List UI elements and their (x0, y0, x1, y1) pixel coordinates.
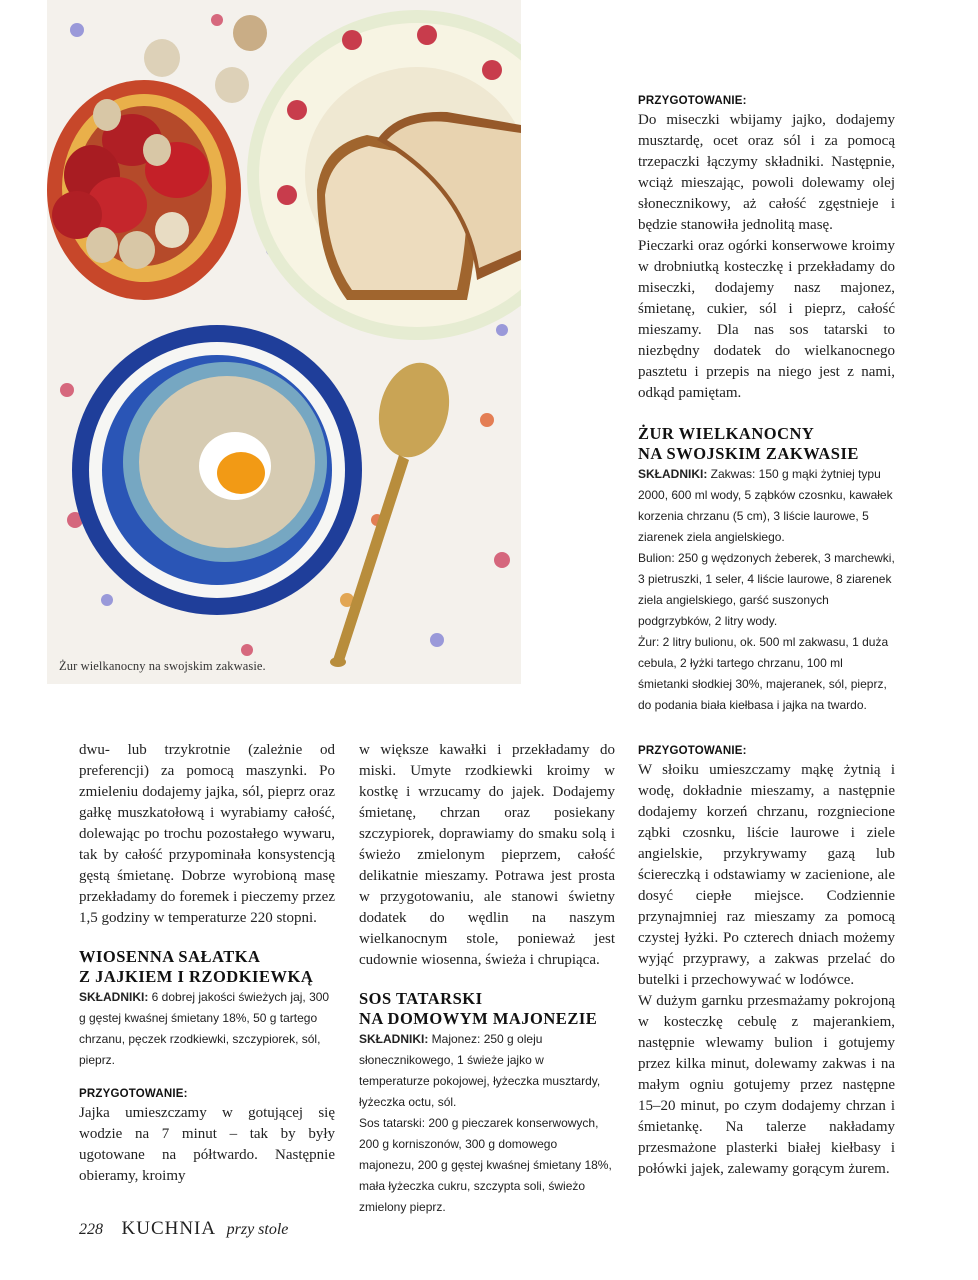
ingredients-label: SKŁADNIKI: (79, 990, 149, 1004)
ingredients-label: SKŁADNIKI: (638, 467, 708, 481)
recipe-photo (47, 0, 521, 684)
right-column-bottom (638, 742, 895, 1180)
prep-text: Jajka umieszczamy w gotującej się wodzie na 7 minut – tak by były ugotowane na półtwardo. Następnie obieramy, kroimy (79, 1105, 335, 1184)
recipe-heading: ŻUR WIELKANOCNY (638, 424, 815, 443)
ingredients-sos: Sos tatarski: 200 g pieczarek konserwowych, 200 g korniszonów, 300 g domowego majonezu, 200 g gęstej kwaśnej śmietany 18%, mała łyżeczka cukru, szczypta soli, świeżo zmielony pieprz. (359, 1116, 612, 1214)
prep-label: PRZYGOTOWANIE: (638, 745, 747, 757)
ingredients-bulion: Bulion: 250 g wędzonych żeberek, 3 marchewki, 3 pietruszki, 1 seler, 4 liście laurowe, 8 ziarenek ziela angielskiego, garść suszonych podgrzybków, 2 litry wody. (638, 551, 895, 628)
body-text: w większe kawałki i przekładamy do miski. Umyte rzodkiewki kroimy w kostkę i wrzucamy do jajek. Dodajemy śmietanę, chrzan oraz posiekany szczypiorek, doprawiamy do smaku solą i świeżo zmielonym pieprzem, całość delikatnie mieszamy. Potrawa jest prosta w przygotowaniu, ale stanowi świetny dodatek do wędlin na naszym wielkanocnym stole, ponieważ jest cudownie wiosenna, świeża i chrupiąca. (359, 742, 615, 968)
photo-illustration (47, 0, 521, 684)
recipe-heading: Z JAJKIEM I RZODKIEWKĄ (79, 967, 314, 986)
page-footer (79, 1218, 288, 1240)
ingredients-label: SKŁADNIKI: (359, 1032, 429, 1046)
body-text: dwu- lub trzykrotnie (zależnie od preferencji) za pomocą maszynki. Po zmieleniu dodajemy jajka, sól, pieprz oraz gałkę muszkatołową i wyrabiamy całość, dolewając po trochu pozostałego wywaru, tak by całość przypominała konsystencją gęstą śmietanę. Dobrze wyrobioną masę przekładamy do foremek i pieczemy przez 1,5 godziny w temperaturze 220 stopni. (79, 742, 335, 926)
ingredients-majonez: Majonez: 250 g oleju słonecznikowego, 1 świeże jajko w temperaturze pokojowej, łyżeczka musztardy, łyżeczka octu, sól. (359, 1032, 601, 1109)
ingredients-text (79, 987, 335, 1071)
right-column-top (638, 92, 895, 716)
prep-text: W dużym garnku przesmażamy pokrojoną w kosteczkę cebulę z majerankiem, następnie wlewamy bulion i gotujemy przez kilka minut, dolewamy zakwas i na małym ogniu gotujemy przez następne 15–20 minut, po czym dodajemy chrzan i śmietankę. Na talerze nakładamy przesmażone plasterki białej kiełbasy i połówki jajek, zalewamy gorącym żurem. (638, 993, 895, 1177)
recipe-heading: NA SWOJSKIM ZAKWASIE (638, 444, 859, 463)
ingredients-zakwas: Zakwas: 150 g mąki żytniej typu 2000, 600 ml wody, 5 ząbków czosnku, kawałek korzenia chrzanu (5 cm), 3 liście laurowe, 5 ziarenek ziela angielskiego. (638, 467, 893, 544)
magazine-subtitle: przy stole (226, 1221, 289, 1238)
page-number: 228 (79, 1221, 103, 1238)
ingredients-text (638, 464, 895, 548)
ingredients-list: 6 dobrej jakości świeżych jaj, 300 g gęstej kwaśnej śmietany 18%, 50 g tartego chrzanu, pęczek rzodkiewki, szczypiorek, sól, pieprz. (79, 990, 330, 1067)
recipe-heading: NA DOMOWYM MAJONEZIE (359, 1009, 598, 1028)
prep-label: PRZYGOTOWANIE: (79, 1088, 188, 1100)
column-1 (79, 740, 335, 1187)
prep-text: Do miseczki wbijamy jajko, dodajemy musztardę, ocet oraz sól i za pomocą trzepaczki łączymy składniki. Następnie, wciąż mieszając, powoli dolewamy olej słonecznikowy, aż całość zgęstnieje i będzie stanowiła jednolitą masę. (638, 112, 895, 233)
prep-label: PRZYGOTOWANIE: (638, 95, 747, 107)
magazine-name: KUCHNIA (121, 1218, 217, 1239)
prep-text: W słoiku umieszczamy mąkę żytnią i wodę, dokładnie mieszamy, a następnie dodajemy korzeń chrzanu, rozgniecione ząbki czosnku, liście laurowe i ziele angielskie, przykrywamy gazą lub ściereczką i odstawiamy w zacienione, ale dosyć ciepłe miejsce. Codziennie przynajmniej raz mieszamy za pomocą czystej łyżki. Po czterech dniach możemy wyjąć przyprawy, a zakwas przelać do butelki i przechowywać w lodówce. (638, 762, 895, 988)
ingredients-zur: Żur: 2 litry bulionu, ok. 500 ml zakwasu, 1 duża cebula, 2 łyżki tartego chrzanu, 100 ml śmietanki słodkiej 30%, majeranek, sól, pieprz, do podania biała kiełbasa i jajka na twardo. (638, 635, 889, 712)
recipe-heading: WIOSENNA SAŁATKA (79, 947, 261, 966)
column-2 (359, 740, 615, 1218)
photo-caption: Żur wielkanocny na swojskim zakwasie. (59, 659, 266, 673)
ingredients-text (359, 1029, 615, 1113)
prep-text: Pieczarki oraz ogórki konserwowe kroimy w drobniutką kosteczkę i przekładamy do miseczki, dodajemy nasz majonez, śmietanę, cukier, sól i pieprz, całość mieszamy. Dla nas sos tatarski to niezbędny dodatek do wielkanocnego pasztetu i przepis na niego jest z nami, odkąd pamiętam. (638, 238, 895, 401)
recipe-heading: SOS TATARSKI (359, 989, 483, 1008)
